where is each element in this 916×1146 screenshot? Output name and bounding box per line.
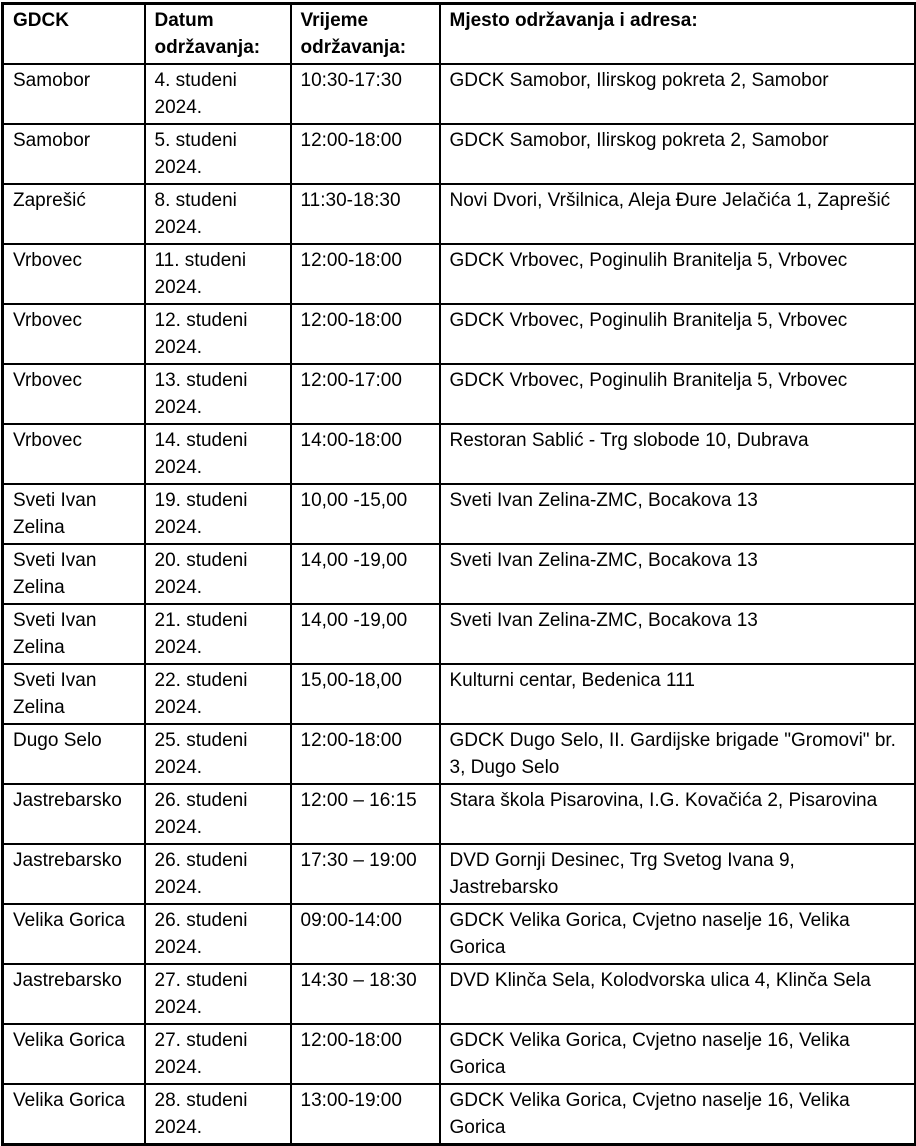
cell-mjesto: DVD Gornji Desinec, Trg Svetog Ivana 9, Jastrebarsko (440, 844, 916, 904)
cell-datum: 26. studeni 2024. (145, 784, 291, 844)
cell-datum: 13. studeni 2024. (145, 364, 291, 424)
cell-mjesto: GDCK Vrbovec, Poginulih Branitelja 5, Vrbovec (440, 244, 916, 304)
cell-datum: 11. studeni 2024. (145, 244, 291, 304)
cell-vrijeme: 14,00 -19,00 (291, 604, 440, 664)
cell-datum: 8. studeni 2024. (145, 184, 291, 244)
header-gdck: GDCK (3, 4, 145, 65)
cell-datum: 4. studeni 2024. (145, 64, 291, 124)
cell-mjesto: GDCK Dugo Selo, II. Gardijske brigade "Gromovi" br. 3, Dugo Selo (440, 724, 916, 784)
cell-mjesto: GDCK Vrbovec, Poginulih Branitelja 5, Vrbovec (440, 304, 916, 364)
cell-datum: 28. studeni 2024. (145, 1084, 291, 1145)
cell-gdck: Jastrebarsko (3, 844, 145, 904)
cell-vrijeme: 10:30-17:30 (291, 64, 440, 124)
cell-mjesto: Restoran Sablić - Trg slobode 10, Dubrava (440, 424, 916, 484)
cell-vrijeme: 10,00 -15,00 (291, 484, 440, 544)
table-row (3, 424, 916, 484)
cell-vrijeme: 12:00-18:00 (291, 724, 440, 784)
cell-gdck: Sveti Ivan Zelina (3, 544, 145, 604)
cell-vrijeme: 14:00-18:00 (291, 424, 440, 484)
table-row (3, 604, 916, 664)
cell-vrijeme: 17:30 – 19:00 (291, 844, 440, 904)
cell-mjesto: Novi Dvori, Vršilnica, Aleja Đure Jelačića 1, Zaprešić (440, 184, 916, 244)
cell-gdck: Velika Gorica (3, 1084, 145, 1145)
cell-mjesto: GDCK Samobor, Ilirskog pokreta 2, Samobor (440, 124, 916, 184)
table-row (3, 1024, 916, 1084)
cell-datum: 14. studeni 2024. (145, 424, 291, 484)
schedule-table-body (3, 64, 916, 1145)
cell-vrijeme: 12:00-18:00 (291, 1024, 440, 1084)
cell-mjesto: GDCK Vrbovec, Poginulih Branitelja 5, Vrbovec (440, 364, 916, 424)
cell-gdck: Samobor (3, 124, 145, 184)
table-row (3, 724, 916, 784)
cell-datum: 5. studeni 2024. (145, 124, 291, 184)
cell-datum: 25. studeni 2024. (145, 724, 291, 784)
header-mjesto: Mjesto održavanja i adresa: (440, 4, 916, 65)
cell-gdck: Velika Gorica (3, 904, 145, 964)
header-row (3, 4, 916, 65)
cell-vrijeme: 11:30-18:30 (291, 184, 440, 244)
cell-gdck: Dugo Selo (3, 724, 145, 784)
table-row (3, 784, 916, 844)
table-row (3, 64, 916, 124)
table-row (3, 964, 916, 1024)
cell-datum: 12. studeni 2024. (145, 304, 291, 364)
cell-datum: 27. studeni 2024. (145, 964, 291, 1024)
table-header (3, 4, 916, 65)
cell-gdck: Jastrebarsko (3, 964, 145, 1024)
table-row (3, 244, 916, 304)
header-vrijeme: Vrijeme održavanja: (291, 4, 440, 65)
header-datum: Datum održavanja: (145, 4, 291, 65)
cell-mjesto: Kulturni centar, Bedenica 111 (440, 664, 916, 724)
cell-gdck: Vrbovec (3, 424, 145, 484)
cell-mjesto: GDCK Velika Gorica, Cvjetno naselje 16, Velika Gorica (440, 904, 916, 964)
table-row (3, 184, 916, 244)
cell-vrijeme: 09:00-14:00 (291, 904, 440, 964)
cell-mjesto: GDCK Samobor, Ilirskog pokreta 2, Samobor (440, 64, 916, 124)
cell-vrijeme: 14:30 – 18:30 (291, 964, 440, 1024)
cell-mjesto: Sveti Ivan Zelina-ZMC, Bocakova 13 (440, 544, 916, 604)
cell-vrijeme: 12:00-18:00 (291, 304, 440, 364)
table-row (3, 304, 916, 364)
table-row (3, 1084, 916, 1145)
cell-mjesto: GDCK Velika Gorica, Cvjetno naselje 16, Velika Gorica (440, 1024, 916, 1084)
cell-gdck: Vrbovec (3, 304, 145, 364)
cell-mjesto: DVD Klinča Sela, Kolodvorska ulica 4, Klinča Sela (440, 964, 916, 1024)
table-row (3, 844, 916, 904)
cell-vrijeme: 12:00-18:00 (291, 124, 440, 184)
table-row (3, 364, 916, 424)
cell-mjesto: Stara škola Pisarovina, I.G. Kovačića 2, Pisarovina (440, 784, 916, 844)
cell-vrijeme: 12:00-18:00 (291, 244, 440, 304)
cell-gdck: Sveti Ivan Zelina (3, 484, 145, 544)
table-row (3, 124, 916, 184)
cell-mjesto: Sveti Ivan Zelina-ZMC, Bocakova 13 (440, 604, 916, 664)
cell-datum: 26. studeni 2024. (145, 844, 291, 904)
cell-vrijeme: 12:00-17:00 (291, 364, 440, 424)
cell-vrijeme: 13:00-19:00 (291, 1084, 440, 1145)
cell-datum: 22. studeni 2024. (145, 664, 291, 724)
cell-gdck: Velika Gorica (3, 1024, 145, 1084)
cell-vrijeme: 12:00 – 16:15 (291, 784, 440, 844)
cell-gdck: Jastrebarsko (3, 784, 145, 844)
cell-gdck: Vrbovec (3, 244, 145, 304)
cell-datum: 21. studeni 2024. (145, 604, 291, 664)
cell-datum: 19. studeni 2024. (145, 484, 291, 544)
cell-vrijeme: 14,00 -19,00 (291, 544, 440, 604)
cell-datum: 26. studeni 2024. (145, 904, 291, 964)
cell-mjesto: GDCK Velika Gorica, Cvjetno naselje 16, Velika Gorica (440, 1084, 916, 1145)
cell-gdck: Sveti Ivan Zelina (3, 664, 145, 724)
cell-vrijeme: 15,00-18,00 (291, 664, 440, 724)
cell-gdck: Samobor (3, 64, 145, 124)
table-row (3, 664, 916, 724)
table-row (3, 544, 916, 604)
table-row (3, 904, 916, 964)
cell-datum: 27. studeni 2024. (145, 1024, 291, 1084)
blood-drive-schedule-table (1, 2, 916, 1146)
table-row (3, 484, 916, 544)
cell-gdck: Sveti Ivan Zelina (3, 604, 145, 664)
cell-datum: 20. studeni 2024. (145, 544, 291, 604)
cell-mjesto: Sveti Ivan Zelina-ZMC, Bocakova 13 (440, 484, 916, 544)
cell-gdck: Vrbovec (3, 364, 145, 424)
cell-gdck: Zaprešić (3, 184, 145, 244)
